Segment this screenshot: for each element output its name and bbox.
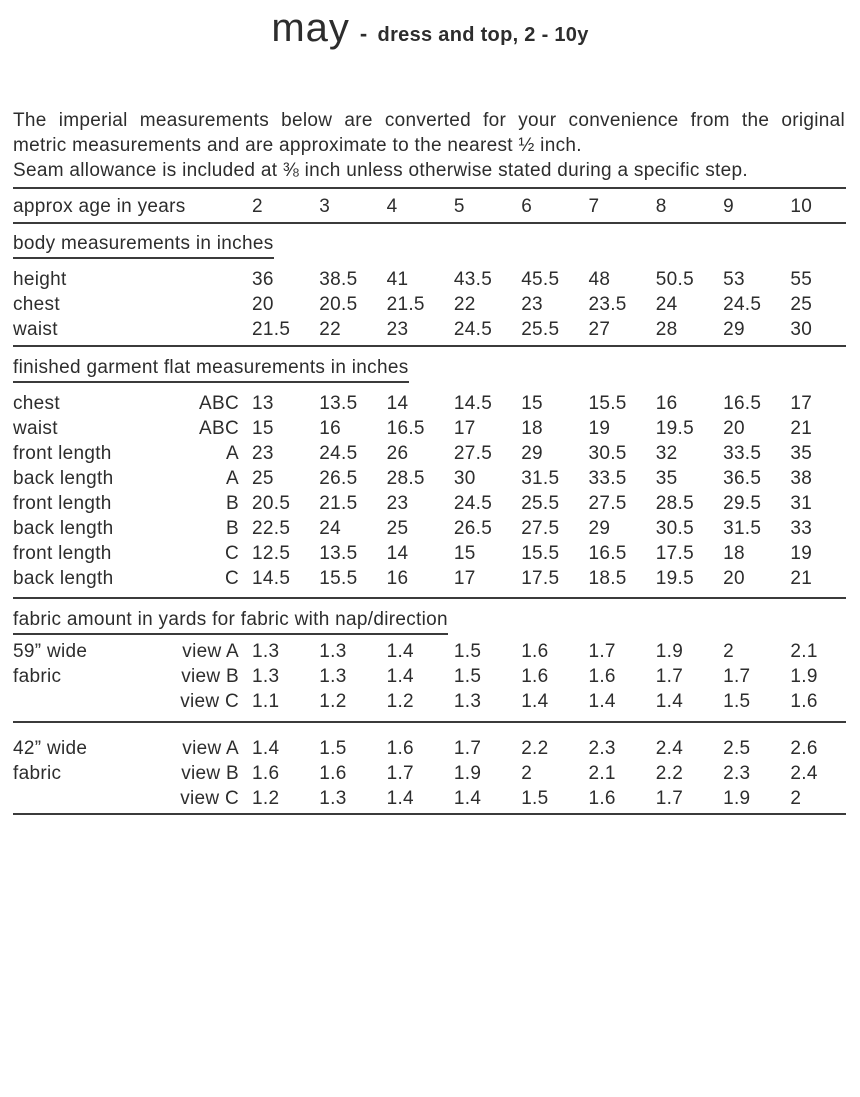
value-cell: 25.5	[521, 493, 560, 514]
value-cell: 1.6	[521, 666, 549, 687]
value-cell: 19.5	[655, 418, 694, 439]
value-cell: 15	[521, 393, 543, 414]
value-cell: 1.6	[588, 788, 616, 809]
value-cell: 7	[588, 196, 600, 217]
value-cell: 19	[790, 543, 813, 564]
value-cell: 1.3	[319, 666, 347, 687]
view-label: view A	[182, 738, 239, 759]
value-cell: 8	[655, 196, 667, 217]
fabric-section	[13, 608, 860, 635]
value-cell: 15.5	[521, 543, 560, 564]
value-cell: 27.5	[453, 443, 493, 464]
value-cell: 1.5	[453, 641, 482, 662]
value-cell: 31	[790, 493, 813, 514]
table-row-waist	[0, 317, 860, 342]
value-cell: 1.5	[723, 691, 751, 712]
value-cell: 2	[723, 641, 734, 662]
value-cell: 30	[790, 319, 813, 340]
value-cell: 15	[252, 418, 274, 439]
divider-bottom	[13, 813, 846, 815]
intro-line-2: metric measurements and are approximate to the nearest ½ inch.	[13, 135, 582, 156]
value-cell: 29.5	[723, 493, 762, 514]
value-cell: 15	[453, 543, 476, 564]
value-cell: 1.4	[453, 788, 482, 809]
value-cell: 14.5	[453, 393, 493, 414]
value-cell: 2	[521, 763, 533, 784]
value-cell: 20.5	[252, 493, 291, 514]
view-code: B	[226, 493, 239, 514]
value-cell: 21	[790, 418, 813, 439]
value-cell: 25.5	[521, 319, 560, 340]
value-cell: 43.5	[453, 269, 493, 290]
value-cell: 27	[588, 319, 611, 340]
value-cell: 26.5	[319, 468, 358, 489]
value-cell: 30.5	[588, 443, 627, 464]
value-cell: 19	[588, 418, 611, 439]
value-cell: 1.4	[588, 691, 616, 712]
value-cell: 18	[521, 418, 543, 439]
value-cell: 28.5	[655, 493, 694, 514]
value-cell: 2.4	[790, 763, 818, 784]
value-cell: 17.5	[521, 568, 560, 589]
value-cell: 1.5	[319, 738, 347, 759]
value-cell: 24	[655, 294, 678, 315]
value-cell: 53	[723, 269, 745, 290]
pattern-subtitle: dress and top, 2 - 10y	[377, 24, 589, 46]
value-cell: 16.5	[723, 393, 762, 414]
value-cell: 16	[319, 418, 342, 439]
fabric-width-label-42	[13, 736, 168, 786]
value-cell: 1.5	[453, 666, 482, 687]
table-row-waist-abc	[0, 416, 860, 441]
divider-between-fabric-groups	[13, 721, 846, 723]
value-cell: 48	[588, 269, 611, 290]
view-label: view C	[180, 691, 239, 712]
value-cell: 33.5	[723, 443, 762, 464]
value-cell: 23	[521, 294, 543, 315]
table-row-back-length-a	[0, 466, 860, 491]
value-cell: 1.6	[521, 641, 549, 662]
value-cell: 21	[790, 568, 813, 589]
fabric-width-label-59	[13, 639, 168, 689]
value-cell: 17	[790, 393, 813, 414]
value-cell: 13.5	[319, 393, 358, 414]
value-cell: 1.9	[723, 788, 751, 809]
finished-garment-section	[13, 356, 860, 383]
value-cell: 18	[723, 543, 745, 564]
value-cell: 16	[386, 568, 409, 589]
row-label: height	[13, 269, 67, 290]
value-cell: 16.5	[588, 543, 627, 564]
value-cell: 2	[790, 788, 802, 809]
value-cell: 50.5	[655, 269, 694, 290]
value-cell: 15.5	[319, 568, 358, 589]
fabric-heading: fabric amount in yards for fabric with nap/direction	[13, 608, 448, 635]
body-measurements-heading: body measurements in inches	[13, 232, 274, 259]
value-cell: 1.7	[588, 641, 616, 662]
row-label: front length	[13, 543, 112, 564]
view-code: B	[226, 518, 239, 539]
value-cell: 17.5	[655, 543, 694, 564]
value-cell: 33.5	[588, 468, 627, 489]
value-cell: 13	[252, 393, 274, 414]
row-label: front length	[13, 493, 112, 514]
divider-after-finished-garment	[13, 597, 846, 599]
value-cell: 55	[790, 269, 813, 290]
row-label: back length	[13, 518, 114, 539]
value-cell: 2.3	[588, 738, 616, 759]
value-cell: 1.6	[790, 691, 818, 712]
row-label: waist	[13, 418, 58, 439]
value-cell: 14	[386, 543, 409, 564]
value-cell: 24.5	[319, 443, 358, 464]
view-code: C	[224, 543, 239, 564]
fabric-group-59-wide	[0, 639, 860, 714]
row-label: chest	[13, 294, 60, 315]
value-cell: 30.5	[655, 518, 694, 539]
value-cell: 25	[252, 468, 274, 489]
value-cell: 3	[319, 196, 331, 217]
table-row-chest	[0, 292, 860, 317]
value-cell: 1.3	[453, 691, 482, 712]
table-row-chest-abc	[0, 391, 860, 416]
value-cell: 27.5	[521, 518, 560, 539]
intro-line-1: The imperial measurements below are converted for your convenience from the original	[13, 110, 845, 131]
value-cell: 2.2	[655, 763, 684, 784]
value-cell: 23	[386, 493, 409, 514]
view-label: view A	[182, 641, 239, 662]
value-cell: 23	[252, 443, 274, 464]
value-cell: 28	[655, 319, 678, 340]
value-cell: 15.5	[588, 393, 627, 414]
value-cell: 27.5	[588, 493, 627, 514]
value-cell: 17	[453, 568, 476, 589]
value-cell: 1.2	[319, 691, 347, 712]
value-cell: 21.5	[386, 294, 425, 315]
value-cell: 12.5	[252, 543, 291, 564]
value-cell: 1.9	[453, 763, 482, 784]
value-cell: 36.5	[723, 468, 762, 489]
view-code: A	[226, 443, 239, 464]
row-label: front length	[13, 443, 112, 464]
value-cell: 1.7	[655, 788, 684, 809]
view-label: view C	[180, 788, 239, 809]
value-cell: 1.4	[252, 738, 280, 759]
value-cell: 36	[252, 269, 274, 290]
table-row-back-length-c	[0, 566, 860, 591]
value-cell: 38.5	[319, 269, 358, 290]
page-title	[0, 0, 860, 56]
body-measurements-table	[0, 267, 860, 342]
value-cell: 22.5	[252, 518, 291, 539]
row-label: waist	[13, 319, 58, 340]
value-cell: 20	[252, 294, 274, 315]
view-code: C	[224, 568, 239, 589]
value-cell: 2.4	[655, 738, 684, 759]
age-header-row	[0, 189, 860, 222]
value-cell: 26.5	[453, 518, 493, 539]
view-label: view B	[181, 666, 239, 687]
value-cell: 32	[655, 443, 678, 464]
value-cell: 24	[319, 518, 342, 539]
value-cell: 1.4	[386, 666, 414, 687]
value-cell: 41	[386, 269, 409, 290]
title-separator: -	[359, 21, 368, 46]
value-cell: 29	[588, 518, 611, 539]
value-cell: 1.6	[386, 738, 414, 759]
value-cell: 35	[655, 468, 678, 489]
table-row-back-length-b	[0, 516, 860, 541]
value-cell: 1.9	[790, 666, 818, 687]
value-cell: 1.4	[655, 691, 684, 712]
value-cell: 18.5	[588, 568, 627, 589]
pattern-name: may	[271, 6, 350, 50]
value-cell: 25	[790, 294, 813, 315]
value-cell: 1.3	[252, 666, 280, 687]
value-cell: 13.5	[319, 543, 358, 564]
value-cell: 14.5	[252, 568, 291, 589]
value-cell: 4	[386, 196, 398, 217]
value-cell: 1.2	[386, 691, 414, 712]
value-cell: 19.5	[655, 568, 694, 589]
view-label: view B	[181, 763, 239, 784]
value-cell: 9	[723, 196, 734, 217]
value-cell: 1.3	[319, 788, 347, 809]
value-cell: 20	[723, 568, 745, 589]
value-cell: 1.1	[252, 691, 280, 712]
finished-garment-heading: finished garment flat measurements in inches	[13, 356, 409, 383]
value-cell: 22	[453, 294, 476, 315]
row-label: back length	[13, 568, 114, 589]
value-cell: 29	[521, 443, 543, 464]
value-cell: 14	[386, 393, 409, 414]
value-cell: 29	[723, 319, 745, 340]
value-cell: 1.4	[386, 788, 414, 809]
value-cell: 5	[453, 196, 465, 217]
table-row-front-length-c	[0, 541, 860, 566]
value-cell: 24.5	[453, 493, 493, 514]
fabric-group-42-wide	[0, 736, 860, 811]
value-cell: 16	[655, 393, 678, 414]
value-cell: 22	[319, 319, 342, 340]
table-row-height	[0, 267, 860, 292]
age-row-label: approx age in years	[13, 196, 186, 217]
value-cell: 1.7	[655, 666, 684, 687]
value-cell: 17	[453, 418, 476, 439]
fabric-width-line-2: fabric	[13, 666, 62, 687]
value-cell: 21.5	[252, 319, 291, 340]
row-label: back length	[13, 468, 114, 489]
intro-line-3: Seam allowance is included at ⅜ inch unless otherwise stated during a specific step.	[13, 160, 748, 181]
value-cell: 1.2	[252, 788, 280, 809]
fabric-row-view-c	[0, 786, 860, 811]
body-measurements-section	[13, 232, 860, 259]
value-cell: 25	[386, 518, 409, 539]
value-cell: 2.1	[790, 641, 818, 662]
value-cell: 1.4	[521, 691, 549, 712]
value-cell: 1.6	[588, 666, 616, 687]
fabric-row-view-c	[0, 689, 860, 714]
value-cell: 2.5	[723, 738, 751, 759]
fabric-width-line-1: 59” wide	[13, 641, 88, 662]
value-cell: 1.7	[386, 763, 414, 784]
fabric-width-line-1: 42” wide	[13, 738, 88, 759]
value-cell: 1.7	[723, 666, 751, 687]
table-row-front-length-a	[0, 441, 860, 466]
value-cell: 38	[790, 468, 813, 489]
value-cell: 16.5	[386, 418, 425, 439]
value-cell: 45.5	[521, 269, 560, 290]
value-cell: 24.5	[723, 294, 762, 315]
value-cell: 33	[790, 518, 813, 539]
divider-below-age-row	[13, 222, 846, 224]
view-code: A	[226, 468, 239, 489]
value-cell: 20	[723, 418, 745, 439]
value-cell: 2.3	[723, 763, 751, 784]
value-cell: 1.4	[386, 641, 414, 662]
value-cell: 26	[386, 443, 409, 464]
table-row-front-length-b	[0, 491, 860, 516]
view-code: ABC	[199, 418, 239, 439]
value-cell: 10	[790, 196, 813, 217]
value-cell: 21.5	[319, 493, 358, 514]
view-code: ABC	[199, 393, 239, 414]
value-cell: 2.2	[521, 738, 549, 759]
value-cell: 1.5	[521, 788, 549, 809]
value-cell: 23	[386, 319, 409, 340]
divider-after-body-measurements	[13, 345, 846, 347]
value-cell: 24.5	[453, 319, 493, 340]
value-cell: 2.1	[588, 763, 616, 784]
fabric-width-line-2: fabric	[13, 763, 62, 784]
value-cell: 1.7	[453, 738, 482, 759]
value-cell: 28.5	[386, 468, 425, 489]
value-cell: 1.6	[252, 763, 280, 784]
value-cell: 1.6	[319, 763, 347, 784]
value-cell: 1.3	[319, 641, 347, 662]
finished-garment-table	[0, 391, 860, 591]
value-cell: 30	[453, 468, 476, 489]
value-cell: 20.5	[319, 294, 358, 315]
row-label: chest	[13, 393, 60, 414]
value-cell: 2	[252, 196, 263, 217]
value-cell: 31.5	[723, 518, 762, 539]
value-cell: 2.6	[790, 738, 818, 759]
value-cell: 1.9	[655, 641, 684, 662]
value-cell: 6	[521, 196, 533, 217]
value-cell: 1.3	[252, 641, 280, 662]
value-cell: 23.5	[588, 294, 627, 315]
value-cell: 31.5	[521, 468, 560, 489]
value-cell: 35	[790, 443, 813, 464]
